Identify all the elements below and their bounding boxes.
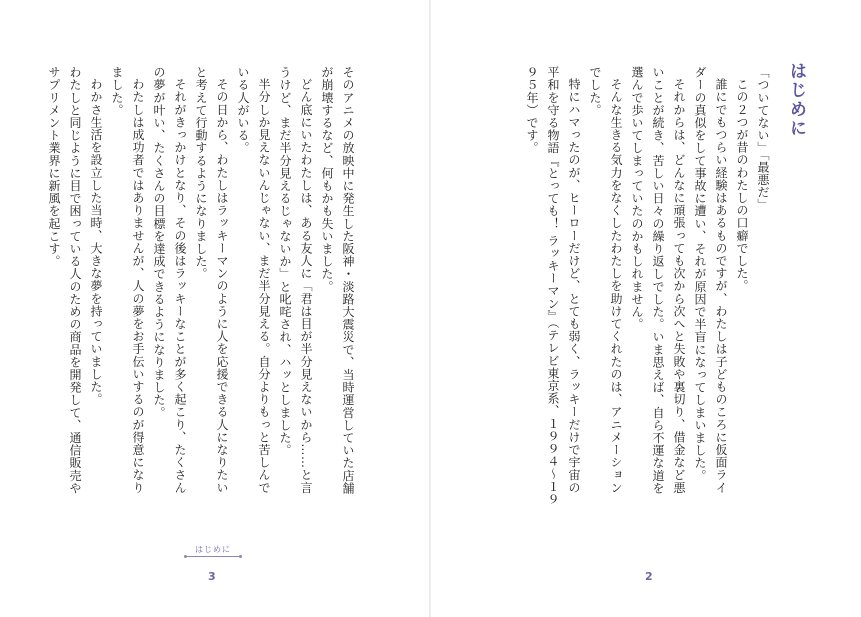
left-paragraph: その日から、わたしはラッキーマンのように人を応援できる人になりたいと考えて行動するようになりました。 (194, 66, 229, 494)
left-paragraph: そのアニメの放映中に発生した阪神・淡路大震災で、当時運営していた店舗が崩壊するなど、何もかも失いました。 (320, 66, 355, 495)
right-paragraph: 誰にでもつらい経験はあるものですが、わたしは子どものころに仮面ライダーの真似をして事故に遭い、それが原因で半盲になってしまいました。 (693, 66, 728, 494)
left-paragraph: どん底にいたわたしは、ある友人に「君は目が半分見えないから……と言うけど、まだ半分見えるじゃないか」と叱咤され、ハッとしました。 (278, 66, 313, 494)
right-page-body (523, 66, 773, 506)
page-number-left: 3 (208, 570, 216, 583)
left-paragraph: 半分しか見えないんじゃない、まだ半分見える。自分よりもっと苦しんでいる人がいる。 (236, 66, 271, 494)
right-paragraph: それからは、どんなに頑張っても次から次へと失敗や裏切り、借金など悪いことが続き、苦しい日々の繰り返しでした。いま思えば、自ら不運な道を選んで歩いてしまっていたのかもしれません。 (630, 66, 686, 495)
right-paragraph: 特にハマったのが、ヒーローだけど、とても弱く、ラッキーだけで宇宙の平和を守る物語『とっても！ ラッキーマン』（テレビ東京系、１９９４～１９９５年）です。 (525, 66, 581, 506)
right-paragraph: 「ついてない」「最悪だ」 (756, 66, 770, 212)
left-page (0, 0, 430, 617)
right-paragraph: そんな生きる気力をなくしたわたしを助けてくれたのは、アニメーションでした。 (588, 66, 623, 494)
left-paragraph: それがきっかけとなり、その後はラッキーなことが多く起こり、たくさんの夢が叶い、たくさんの目標を達成できるようになりました。 (152, 66, 187, 494)
left-paragraph: わたしは成功者ではありませんが、人の夢をお手伝いするのが得意になりました。 (110, 66, 145, 494)
running-header-rule (186, 556, 240, 557)
right-paragraph: この２つが昔のわたしの口癖でした。 (735, 78, 749, 293)
page-number-right: 2 (645, 570, 653, 583)
left-page-body (47, 66, 358, 506)
running-header: はじめに (195, 545, 231, 554)
right-page (431, 0, 861, 617)
chapter-title: はじめに (786, 62, 806, 138)
left-paragraph: わたしと同じように目で困っている人のための商品を開発して、通信販売やサプリメント業界に新風を起こす。 (47, 66, 82, 495)
left-paragraph: わかさ生活を設立した当時、大きな夢を持っていました。 (89, 78, 103, 406)
